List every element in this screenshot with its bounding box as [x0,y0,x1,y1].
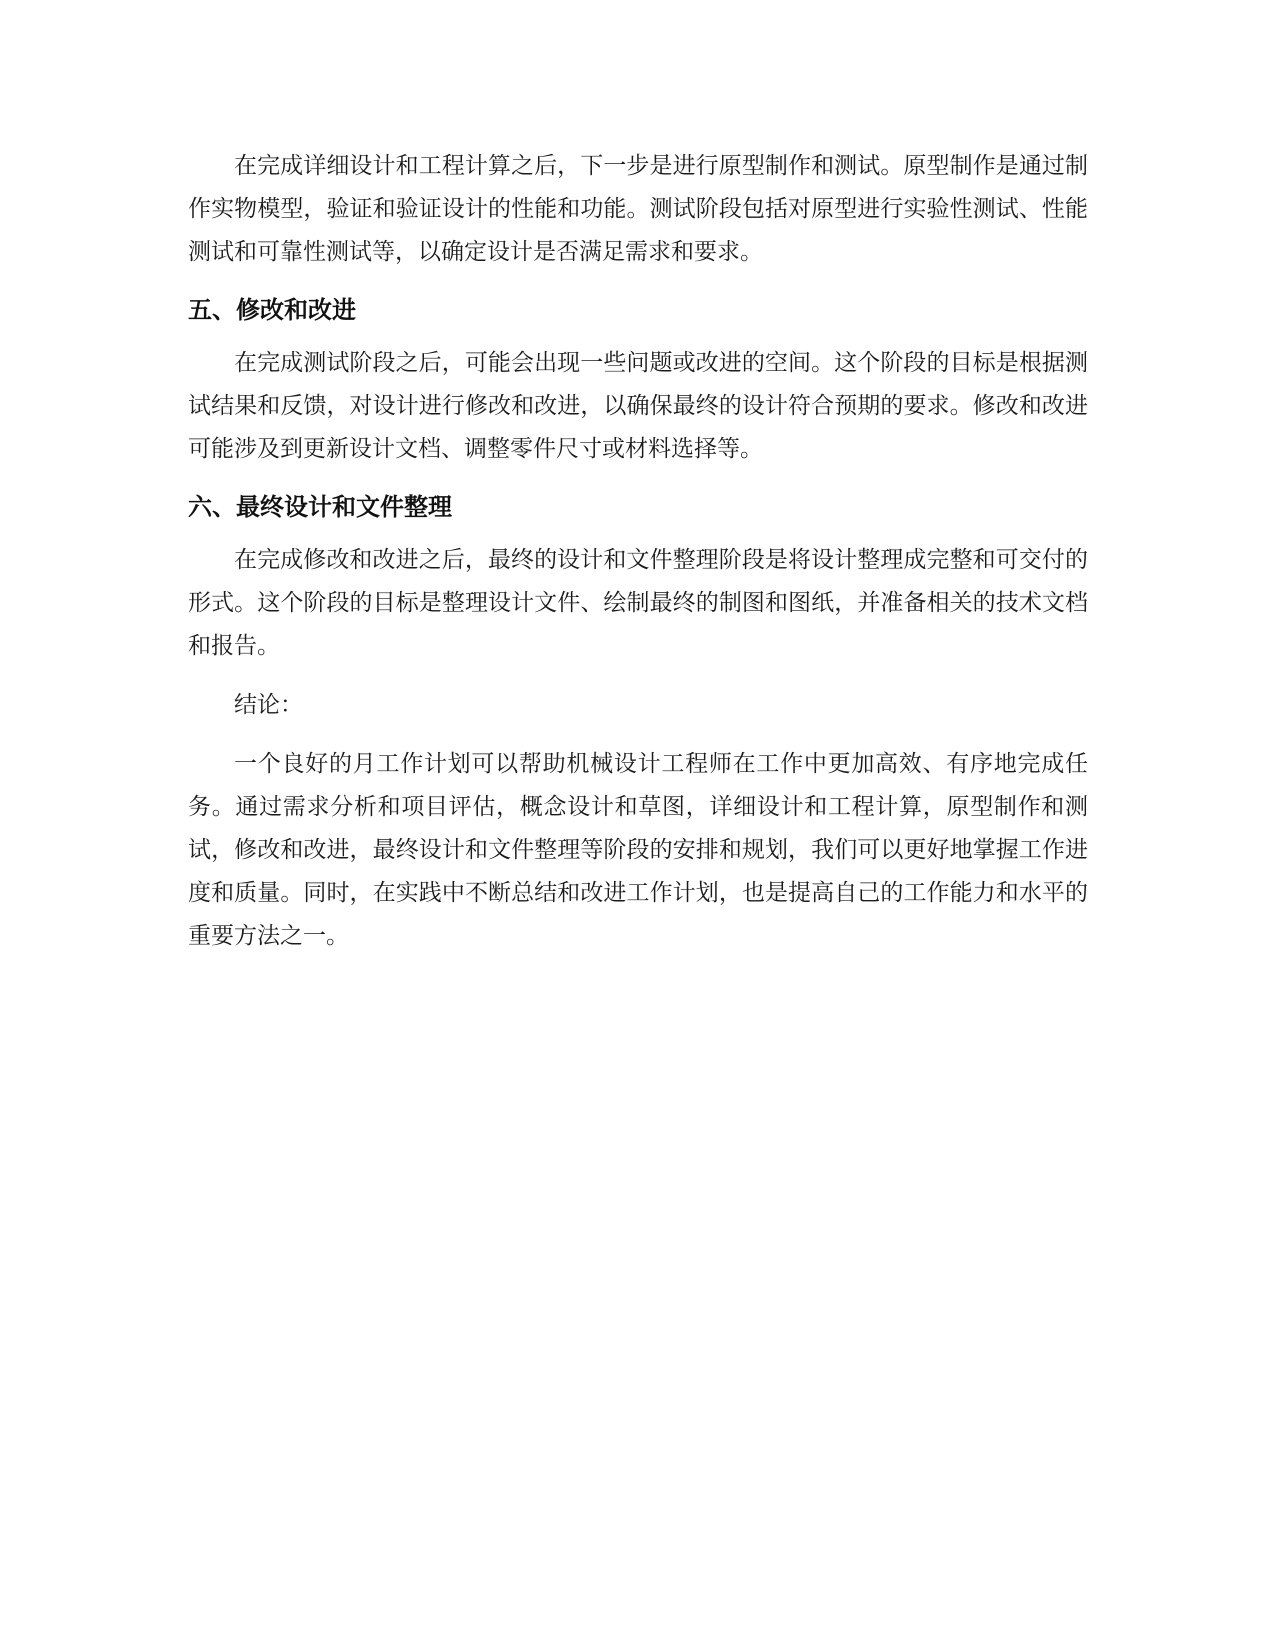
paragraph-revision: 在完成测试阶段之后，可能会出现一些问题或改进的空间。这个阶段的目标是根据测试结果和反馈，对设计进行修改和改进，以确保最终的设计符合预期的要求。修改和改进可能涉及到更新设计文档、调整零件尺寸或材料选择等。 [188,350,1088,462]
section-heading-revision: 五、修改和改进 [188,296,356,324]
conclusion-label: 结论： [234,692,303,718]
paragraph-prototype-testing: 在完成详细设计和工程计算之后，下一步是进行原型制作和测试。原型制作是通过制作实物模型，验证和验证设计的性能和功能。测试阶段包括对原型进行实验性测试、性能测试和可靠性测试等，以确定设计是否满足需求和要求。 [188,153,1088,265]
document-body [188,145,1088,974]
paragraph-conclusion: 一个良好的月工作计划可以帮助机械设计工程师在工作中更加高效、有序地完成任务。通过需求分析和项目评估，概念设计和草图，详细设计和工程计算，原型制作和测试，修改和改进，最终设计和文件整理等阶段的安排和规划，我们可以更好地掌握工作进度和质量。同时，在实践中不断总结和改进工作计划，也是提高自己的工作能力和水平的重要方法之一。 [188,751,1088,949]
paragraph-final-design: 在完成修改和改进之后，最终的设计和文件整理阶段是将设计整理成完整和可交付的形式。这个阶段的目标是整理设计文件、绘制最终的制图和图纸，并准备相关的技术文档和报告。 [188,547,1088,659]
section-heading-final-design: 六、最终设计和文件整理 [188,493,452,521]
